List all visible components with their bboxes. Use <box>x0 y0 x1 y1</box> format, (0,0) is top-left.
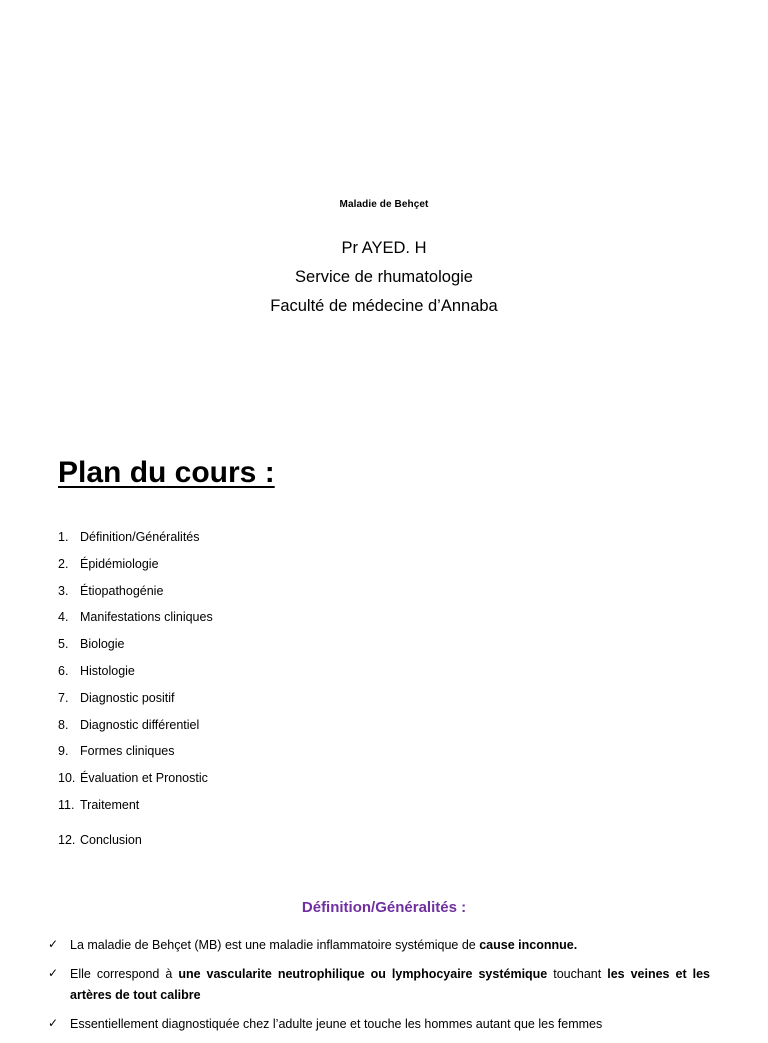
outline-label: Épidémiologie <box>80 556 159 571</box>
outline-number: 6. <box>58 663 69 678</box>
outline-label: Manifestations cliniques <box>80 610 213 625</box>
course-outline <box>58 527 213 857</box>
outline-number: 4. <box>58 610 69 625</box>
bullet-bold-text: cause inconnue. <box>479 938 578 952</box>
outline-number: 7. <box>58 690 69 705</box>
outline-item <box>58 715 213 742</box>
bullet-text: La maladie de Behçet (MB) est une maladie inflammatoire systémique de <box>70 938 480 952</box>
outline-number: 12. <box>58 832 76 847</box>
plan-heading: Plan du cours : <box>58 456 275 489</box>
outline-label: Diagnostic différentiel <box>80 717 200 732</box>
outline-label: Évaluation et Pronostic <box>80 771 208 786</box>
outline-label: Diagnostic positif <box>80 690 175 705</box>
outline-item <box>58 795 213 822</box>
bullet-bold-text: une vascularite neutrophilique ou lymphocyaire systémique <box>178 967 548 981</box>
outline-number: 10. <box>58 771 76 786</box>
bullet-bold-text: les veines et les artères de tout calibre <box>70 967 710 1002</box>
definition-bullet <box>48 1014 710 1035</box>
outline-label: Biologie <box>80 637 125 652</box>
outline-item <box>58 607 213 634</box>
outline-item <box>58 688 213 715</box>
author-name: Pr AYED. H <box>341 239 427 257</box>
document-title: Maladie de Behçet <box>339 199 429 210</box>
outline-item <box>58 661 213 688</box>
outline-number: 5. <box>58 637 69 652</box>
definition-bullet <box>48 935 710 956</box>
outline-label: Formes cliniques <box>80 744 175 759</box>
definition-bullet <box>48 964 710 1006</box>
bullet-text: Elle correspond à <box>70 967 179 981</box>
checkmark-icon: ✓ <box>48 937 59 951</box>
outline-label: Histologie <box>80 663 135 678</box>
outline-number: 2. <box>58 556 69 571</box>
outline-label: Conclusion <box>80 832 142 847</box>
bullet-text: Essentiellement diagnostiquée chez l’adulte jeune et touche les hommes autant que les femmes <box>70 1017 603 1031</box>
outline-item <box>58 741 213 768</box>
outline-label: Traitement <box>80 797 140 812</box>
outline-item <box>58 581 213 608</box>
service-name: Service de rhumatologie <box>295 268 473 286</box>
outline-item <box>58 768 213 795</box>
outline-number: 9. <box>58 744 69 759</box>
outline-label: Définition/Généralités <box>80 530 200 544</box>
outline-item <box>58 634 213 661</box>
outline-number: 1. <box>58 530 69 544</box>
definition-bullet-list <box>48 935 710 1043</box>
outline-number: 8. <box>58 717 69 732</box>
outline-item <box>58 527 213 554</box>
section-heading-definition: Définition/Généralités : <box>301 899 467 916</box>
outline-number: 3. <box>58 583 69 598</box>
faculty-name: Faculté de médecine d’Annaba <box>270 297 498 315</box>
checkmark-icon: ✓ <box>48 966 59 980</box>
outline-number: 11. <box>58 797 75 812</box>
author-block <box>0 234 768 321</box>
outline-item <box>58 830 213 857</box>
bullet-text: touchant <box>547 967 608 981</box>
outline-item <box>58 554 213 581</box>
outline-label: Étiopathogénie <box>80 583 164 598</box>
checkmark-icon: ✓ <box>48 1016 59 1030</box>
